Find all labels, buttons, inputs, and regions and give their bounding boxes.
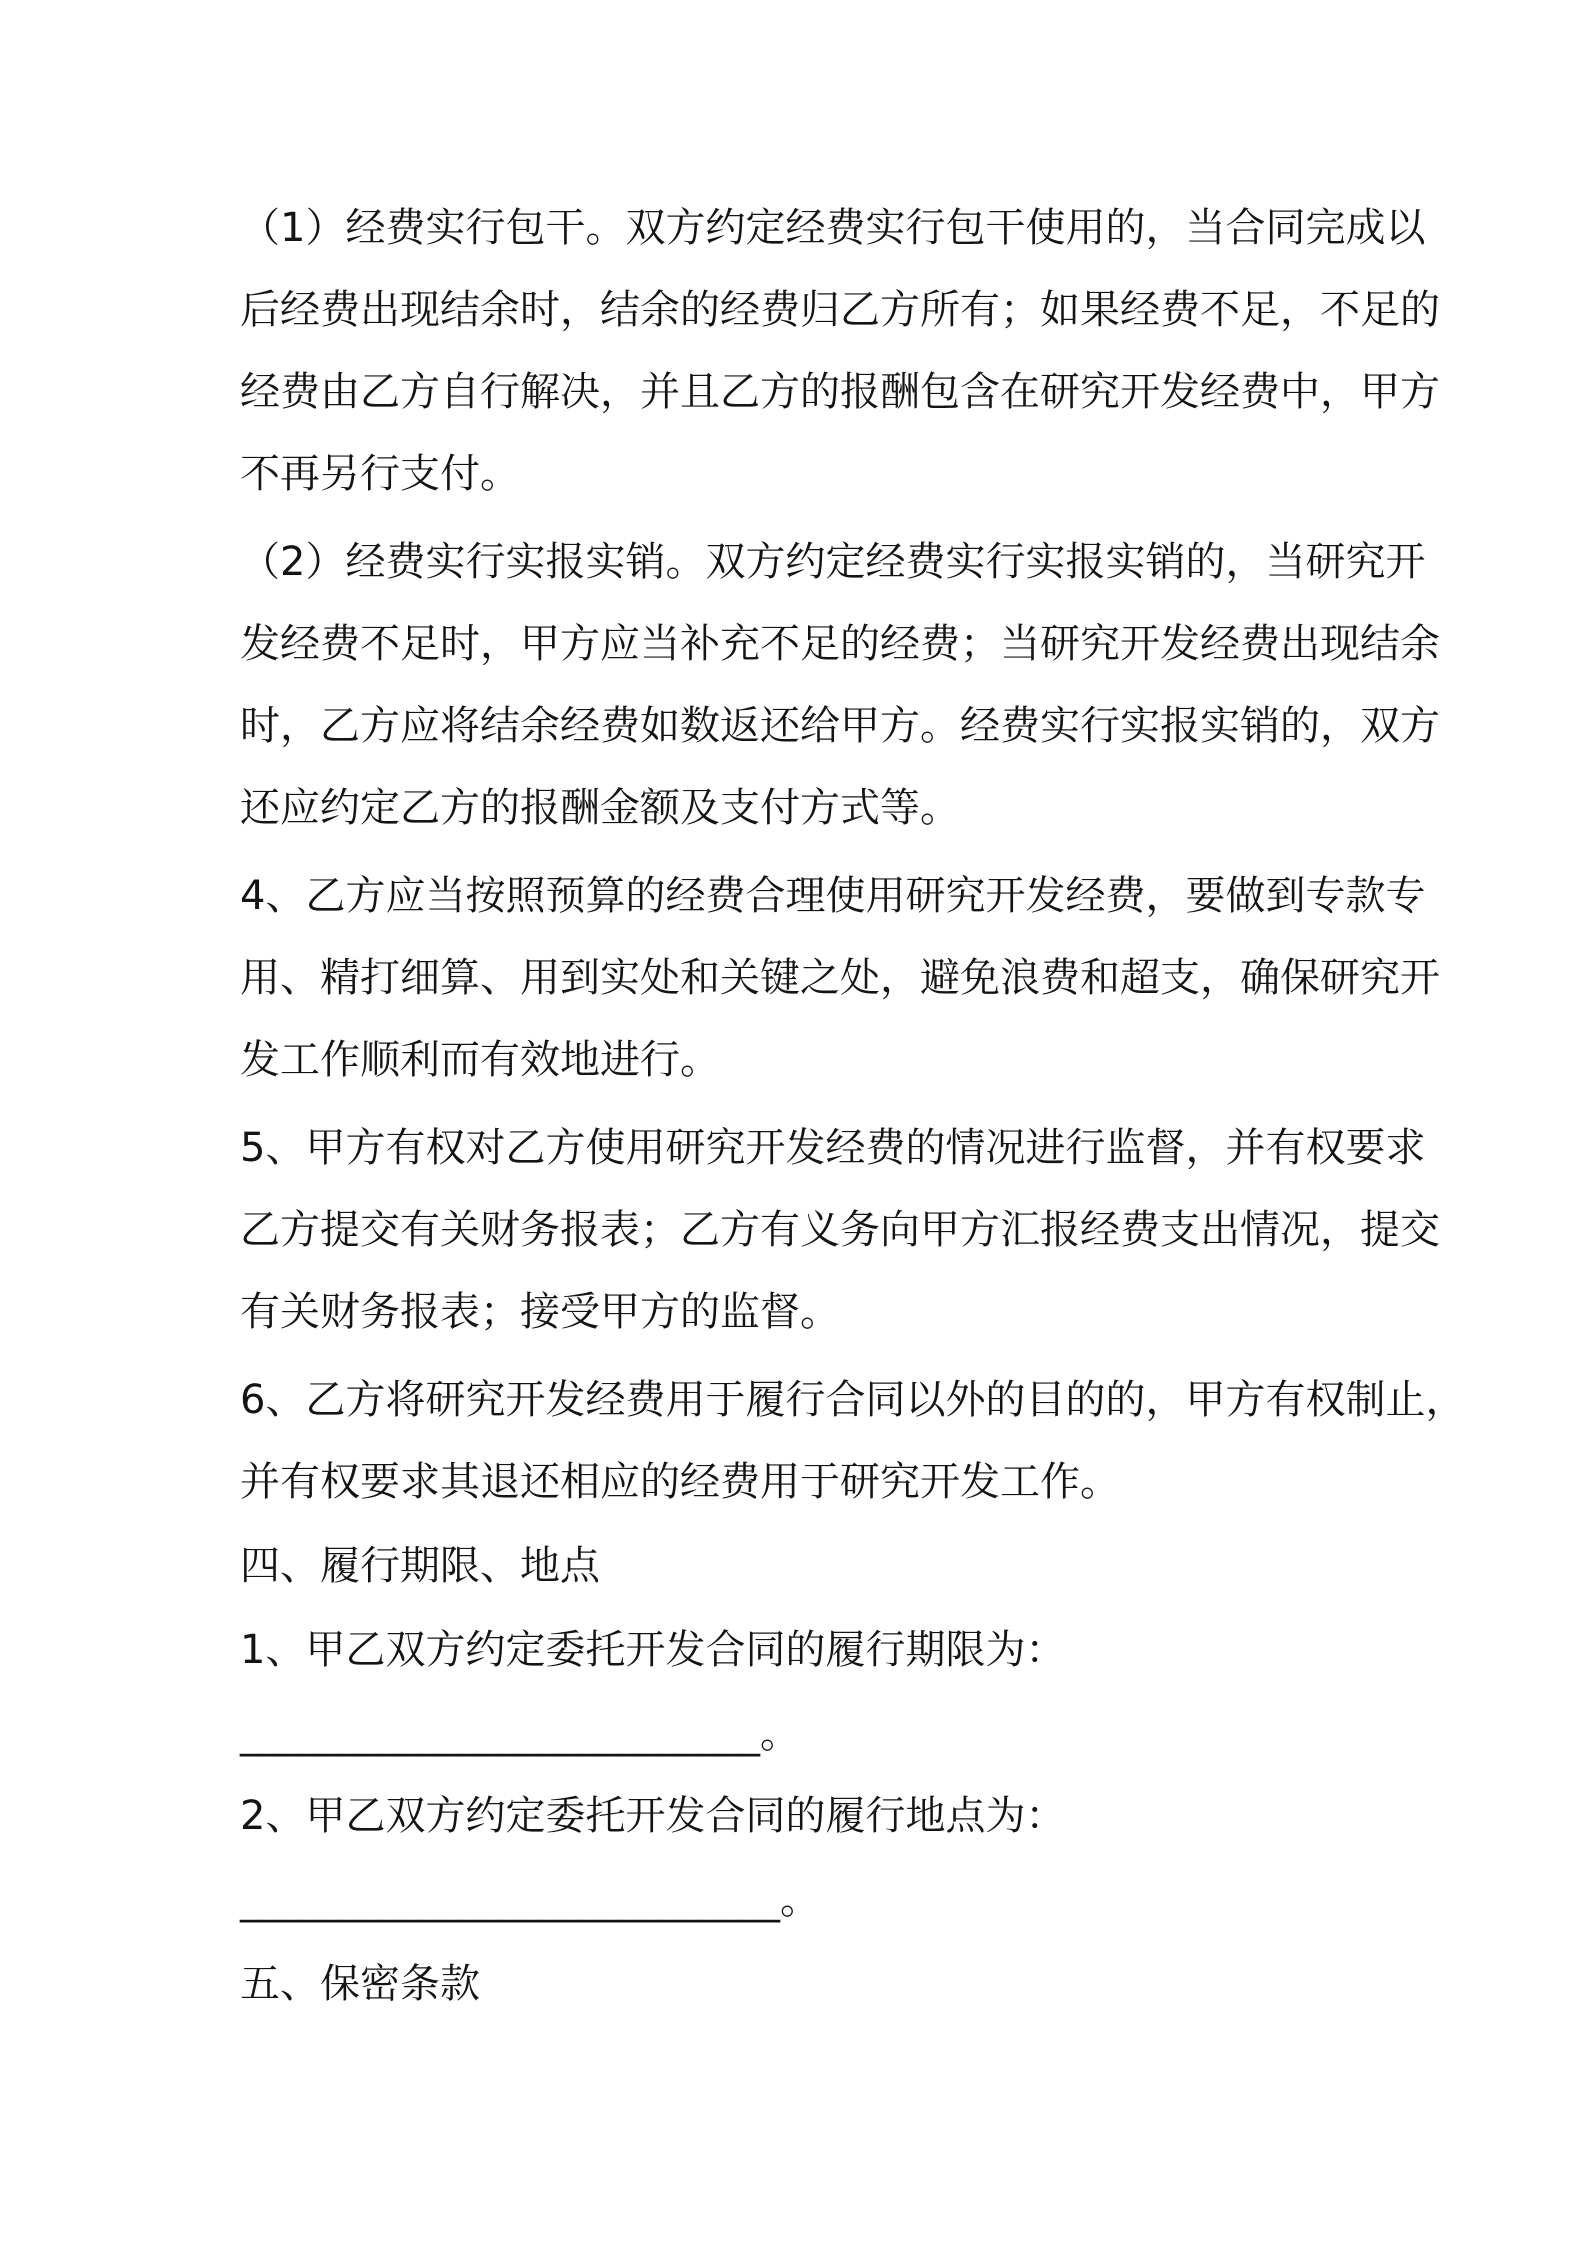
text-line: 时，乙方应将结余经费如数返还给甲方。经费实行实报实销的，双方	[240, 703, 1440, 749]
text-line: 经费由乙方自行解决，并且乙方的报酬包含在研究开发经费中，甲方	[240, 369, 1440, 415]
text-line: 发工作顺利而有效地进行。	[240, 1037, 720, 1083]
text-line: （1）经费实行包干。双方约定经费实行包干使用的，当合同完成以	[240, 205, 1426, 251]
text-line: 4、乙方应当按照预算的经费合理使用研究开发经费，要做到专款专	[240, 873, 1426, 919]
text-line: 不再另行支付。	[240, 451, 520, 497]
text-line: 1、甲乙双方约定委托开发合同的履行期限为：	[240, 1627, 1066, 1673]
text-line: 6、乙方将研究开发经费用于履行合同以外的目的的，甲方有权制止，	[240, 1377, 1466, 1423]
text-line: （2）经费实行实报实销。双方约定经费实行实报实销的，当研究开	[240, 539, 1426, 585]
text-line: 2、甲乙双方约定委托开发合同的履行地点为：	[240, 1793, 1066, 1839]
fill-in-blank-line: __________________________。	[240, 1711, 800, 1757]
text-line: 有关财务报表；接受甲方的监督。	[240, 1289, 840, 1335]
text-line: 后经费出现结余时，结余的经费归乙方所有；如果经费不足，不足的	[240, 287, 1440, 333]
text-line: 并有权要求其退还相应的经费用于研究开发工作。	[240, 1459, 1120, 1505]
text-line: 用、精打细算、用到实处和关键之处，避免浪费和超支，确保研究开	[240, 955, 1440, 1001]
text-line: 5、甲方有权对乙方使用研究开发经费的情况进行监督，并有权要求	[240, 1125, 1426, 1171]
text-line: 乙方提交有关财务报表；乙方有义务向甲方汇报经费支出情况，提交	[240, 1207, 1440, 1253]
text-line: 还应约定乙方的报酬金额及支付方式等。	[240, 785, 960, 831]
section-heading: 四、履行期限、地点	[240, 1543, 600, 1589]
text-line: 发经费不足时，甲方应当补充不足的经费；当研究开发经费出现结余	[240, 621, 1440, 667]
fill-in-blank-line: ___________________________。	[240, 1877, 820, 1923]
section-heading: 五、保密条款	[240, 1961, 480, 2007]
